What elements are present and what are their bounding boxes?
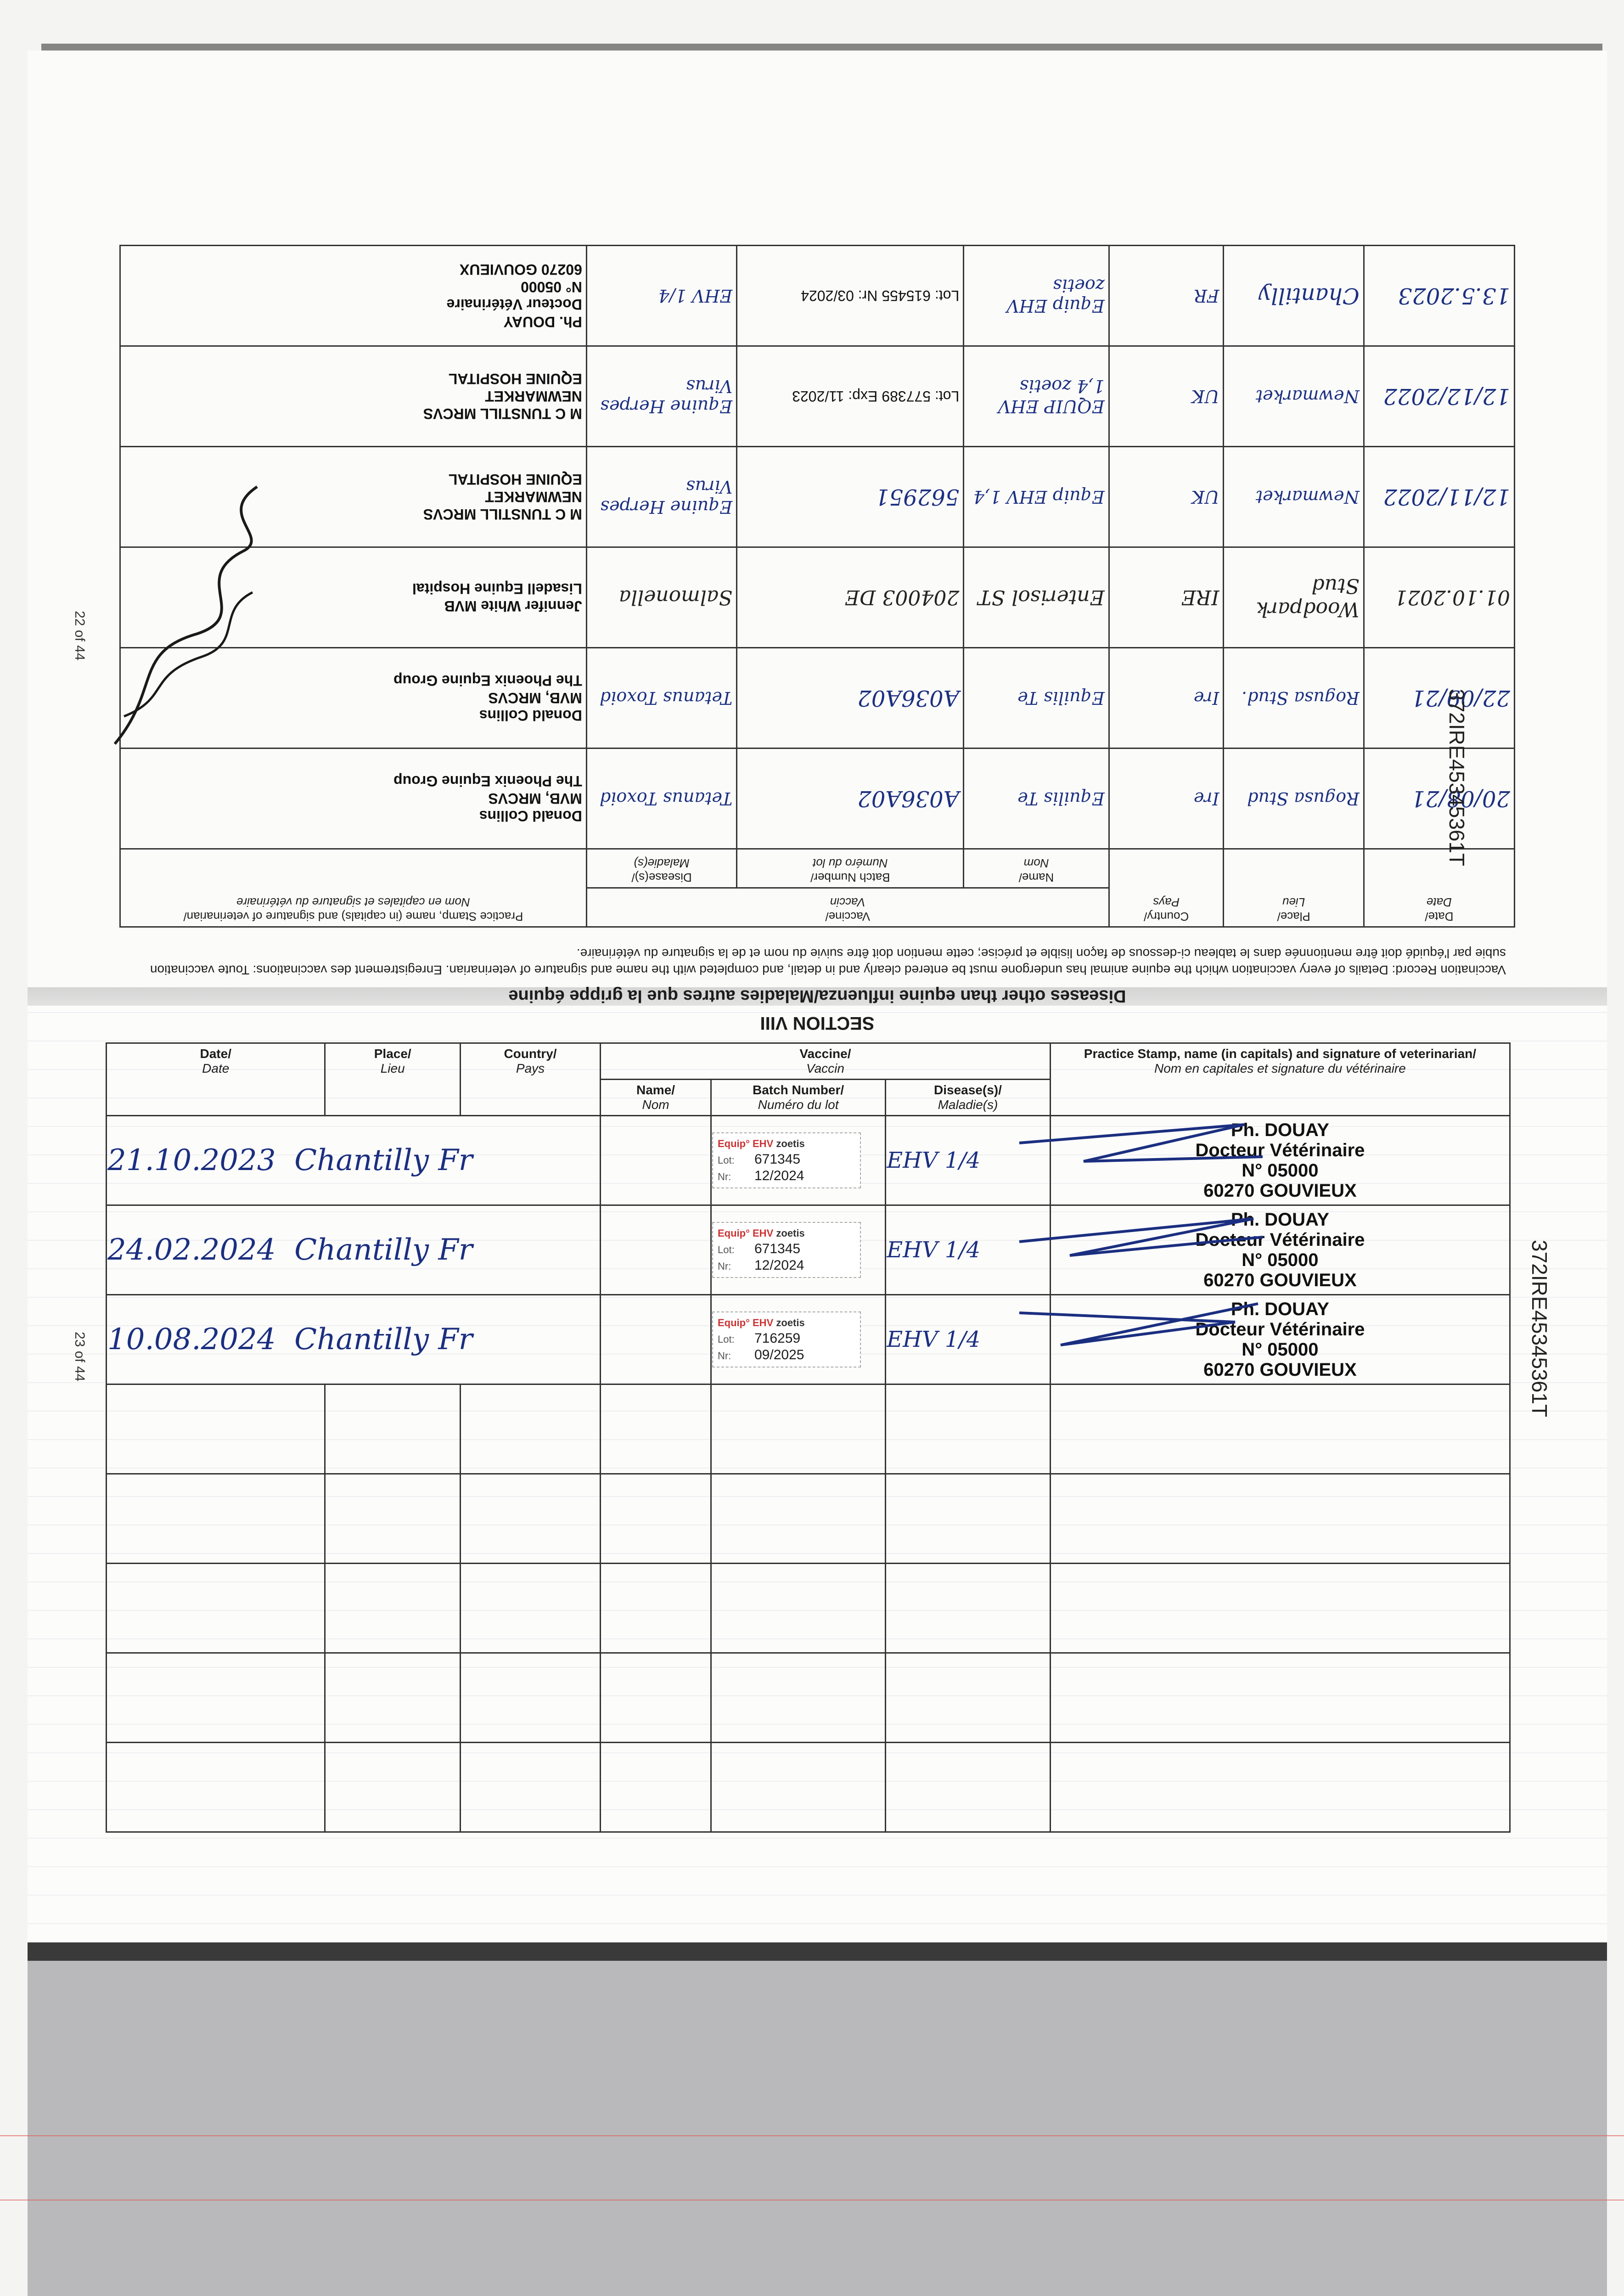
header-disease: Disease(s)/ Maladie(s) [886, 1080, 1051, 1116]
cell-name [601, 1205, 711, 1295]
cell-country: Ire [1109, 748, 1224, 849]
cell-date: 24.02.2024 [107, 1233, 276, 1267]
cell-place: Chantilly Fr [294, 1143, 473, 1177]
cell-place: Newmarket [1224, 346, 1364, 447]
cell-date: 13.5.2023 [1364, 246, 1514, 346]
signature-scribble [1015, 1205, 1272, 1265]
table-row [120, 748, 1515, 849]
page-22 [119, 147, 1515, 1033]
cell-disease: EHV 1/4 [886, 1116, 1051, 1205]
page-number-22: 22 of 44 [72, 611, 87, 661]
page-23 [106, 1042, 1511, 1833]
cell-batch [711, 1205, 886, 1295]
header-stamp: Practice Stamp, name (in capitals) and signature of veterinarian/ Nom en capitales et signature du vétérinaire [120, 849, 587, 927]
scan-edge-bottom [28, 1942, 1607, 1961]
header-name: Name/ Nom [964, 849, 1109, 888]
table-row-empty [107, 1743, 1510, 1832]
vaccination-table-23 [106, 1042, 1511, 1833]
cell-disease: EHV 1/4 [586, 246, 736, 346]
table-row [120, 346, 1515, 447]
vet-stamp: Jennifer White MVB Lisadell Equine Hospital [412, 580, 582, 614]
passport-number: 372IRE453453​61T [1528, 1240, 1551, 1418]
table-row [120, 648, 1515, 748]
vaccine-label: Equip° EHV zoetis Lot: 716259 Nr: 09/2025 [712, 1311, 861, 1367]
table-row-empty [107, 1384, 1510, 1474]
vet-stamp: Donald Collins MVB, MRCVS The Phoenix Equine Group [393, 773, 582, 824]
cell-name: EQUIP EHV 1,4 zoetis [964, 346, 1109, 447]
header-batch: Batch Number/ Numéro du lot [711, 1080, 886, 1116]
cell-name [601, 1116, 711, 1205]
cell-place: Chantilly Fr [294, 1233, 473, 1267]
vet-stamp: Ph. DOUAY Docteur Vétérinaire N° 05000 60270 GOUVIEUX [1051, 1120, 1509, 1201]
margin-line [0, 2135, 1624, 2136]
vaccine-label: Equip° EHV zoetis Lot: 671345 Nr: 12/2024 [712, 1222, 861, 1278]
vet-stamp: M C TUNSTILL MRCVS NEWMARKET EQUINE HOSPITAL [423, 471, 582, 523]
cell-batch: A036A02 [737, 648, 964, 748]
cell-disease: Salmonella [586, 547, 736, 648]
header-vaccine: Vaccine/ Vaccin [586, 888, 1109, 927]
cell-date: 12/11/2022 [1364, 447, 1514, 547]
cell-date-place [107, 1116, 601, 1205]
table-row-empty [107, 1653, 1510, 1743]
header-name: Name/ Nom [601, 1080, 711, 1116]
signature-scribble [106, 459, 271, 781]
table-row [107, 1205, 1510, 1295]
cell-stamp [1050, 1116, 1510, 1205]
cell-place: Woodpark Stud [1224, 547, 1364, 648]
cell-batch: Lot: 577389 Exp: 11/2023 [737, 346, 964, 447]
vet-stamp: Ph. DOUAY Docteur Vétérinaire N° 05000 60270 GOUVIEUX [446, 261, 582, 330]
cell-date: 01.10.2021 [1364, 547, 1514, 648]
cell-date: 12/12/2022 [1364, 346, 1514, 447]
cell-stamp [120, 246, 587, 346]
header-disease: Disease(s)/ Maladie(s) [586, 849, 736, 888]
cell-disease: Tetanus Toxoid [586, 648, 736, 748]
cell-batch: 204003 DE [737, 547, 964, 648]
cell-stamp [1050, 1295, 1510, 1384]
cell-batch: Lot: 615455 Nr: 03/2024 [737, 246, 964, 346]
cell-batch: A036A02 [737, 748, 964, 849]
cell-country: IRE [1109, 547, 1224, 648]
cell-date: 22/09/21 [1364, 648, 1514, 748]
signature-scribble [1015, 1115, 1272, 1175]
cell-country: Ire [1109, 648, 1224, 748]
header-vaccine: Vaccine/ Vaccin [601, 1043, 1051, 1080]
cell-batch [711, 1116, 886, 1205]
cell-name: Equilis Te [964, 748, 1109, 849]
cell-country: UK [1109, 346, 1224, 447]
cell-name: Equip EHV zoetis [964, 246, 1109, 346]
cell-name: Equilis Te [964, 648, 1109, 748]
table-row [120, 547, 1515, 648]
cell-place: Rogusa Stud. [1224, 648, 1364, 748]
cell-disease: Tetanus Toxoid [586, 748, 736, 849]
cell-country: FR [1109, 246, 1224, 346]
header-country: Country/ Pays [1109, 849, 1224, 927]
cell-name: Enterisol ST [964, 547, 1109, 648]
vet-stamp: M C TUNSTILL MRCVS NEWMARKET EQUINE HOSPITAL [423, 371, 582, 422]
cell-place: Chantilly Fr [294, 1322, 473, 1356]
cell-disease: Equine Herpes Virus [586, 447, 736, 547]
header-date: Date/ Date [1364, 849, 1514, 927]
table-row-empty [107, 1474, 1510, 1564]
section-title: SECTION VIII [760, 1013, 875, 1033]
table-row [120, 447, 1515, 547]
header-country: Country/ Pays [460, 1043, 600, 1116]
cell-date: 10.08.2024 [107, 1322, 276, 1356]
cell-place: Chantilly [1224, 246, 1364, 346]
cell-stamp [120, 346, 587, 447]
cell-date: 20/08/21 [1364, 748, 1514, 849]
cell-date-place [107, 1205, 601, 1295]
vaccination-intro: Vaccination Record: Details of every vaccination which the equine animal has undergone must be entered clearly and in detail, and completed with the name and signature of veterinarian. Enregistrement des vaccinations: Toute vaccination subie par l'équidé doit être mentionnée dans le tableau ci-dessous de façon lisible et précise; cette mention doit être suivie du nom et de la signature du vétérinaire. [150, 946, 1506, 977]
cell-stamp [1050, 1205, 1510, 1295]
header-place: Place/ Lieu [1224, 849, 1364, 927]
cell-place: Newmarket [1224, 447, 1364, 547]
cell-name [601, 1295, 711, 1384]
header-place: Place/ Lieu [325, 1043, 460, 1116]
page-number-23: 23 of 44 [72, 1332, 87, 1382]
cell-country: UK [1109, 447, 1224, 547]
vaccination-table-22 [119, 245, 1515, 928]
passport-number: 372IRE453453​61T [1445, 689, 1469, 867]
table-row [120, 246, 1515, 346]
header-date: Date/ Date [107, 1043, 325, 1116]
cell-disease: Equine Herpes Virus [586, 346, 736, 447]
cell-disease: EHV 1/4 [886, 1205, 1051, 1295]
cell-place: Rogusa Stud [1224, 748, 1364, 849]
table-row-empty [107, 1564, 1510, 1653]
table-row [107, 1295, 1510, 1384]
cell-disease: EHV 1/4 [886, 1295, 1051, 1384]
header-stamp: Practice Stamp, name (in capitals) and signature of veterinarian/ Nom en capitales et signature du vétérinaire [1050, 1043, 1510, 1116]
section-subtitle: Diseases other than equine influenza/Maladies autres que la grippe équine [508, 986, 1126, 1006]
cell-date: 21.10.2023 [107, 1143, 276, 1177]
signature-scribble [1015, 1294, 1272, 1354]
vet-stamp: Ph. DOUAY Docteur Vétérinaire N° 05000 60270 GOUVIEUX [1051, 1299, 1509, 1380]
cell-batch: 562951 [737, 447, 964, 547]
scan-background [28, 1942, 1607, 2296]
cell-name: Equip EHV 1,4 [964, 447, 1109, 547]
table-row [107, 1116, 1510, 1205]
cell-batch [711, 1295, 886, 1384]
header-batch: Batch Number/ Numéro du lot [737, 849, 964, 888]
cell-date-place [107, 1295, 601, 1384]
vet-stamp: Ph. DOUAY Docteur Vétérinaire N° 05000 60270 GOUVIEUX [1051, 1210, 1509, 1290]
vaccine-label: Equip° EHV zoetis Lot: 671345 Nr: 12/2024 [712, 1132, 861, 1188]
vet-stamp: Donald Collins MVB, MRCVS The Phoenix Equine Group [393, 672, 582, 724]
